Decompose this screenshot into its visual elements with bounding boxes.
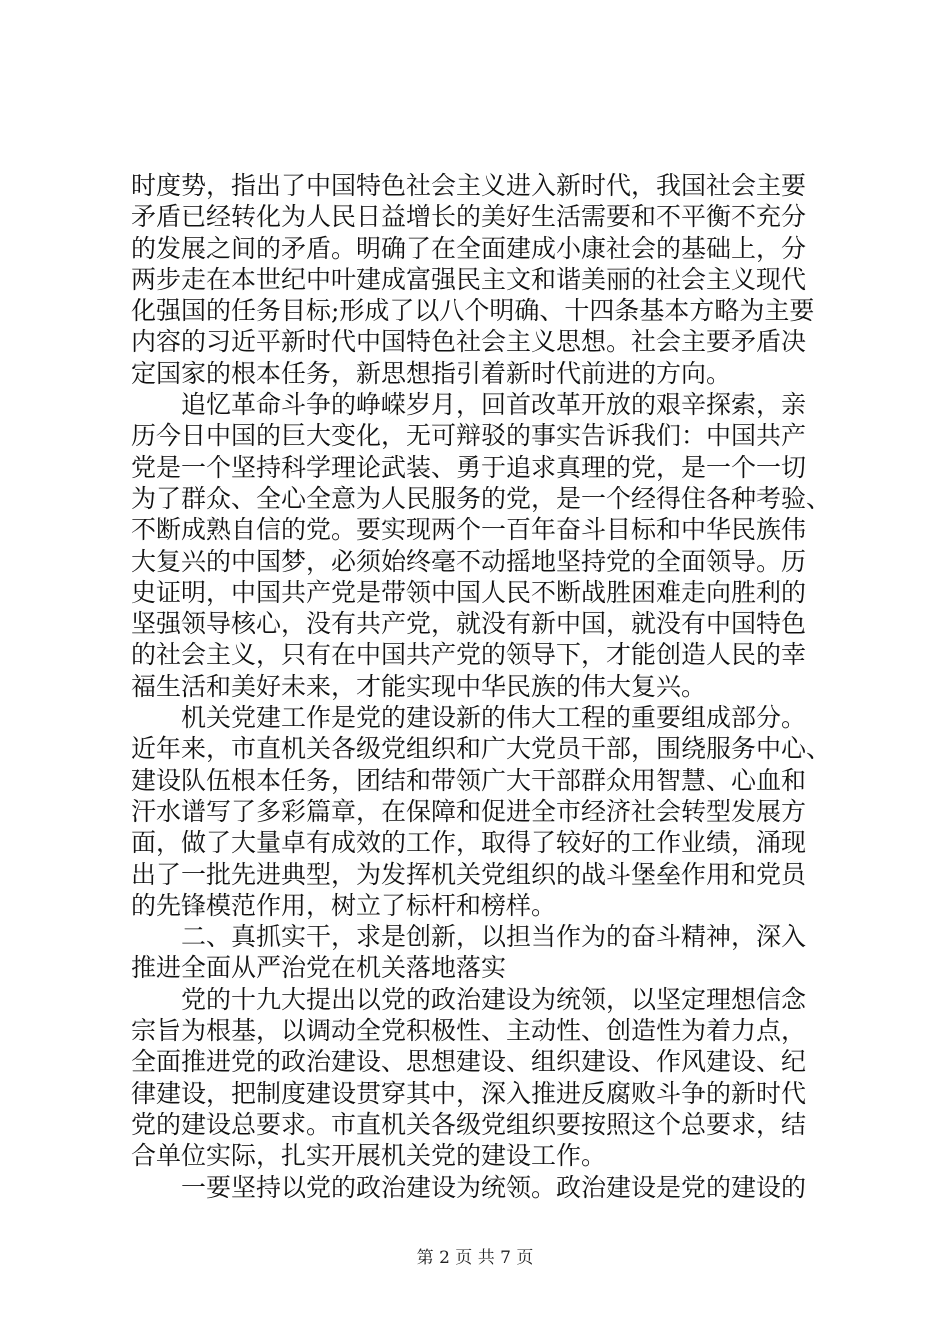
text-line: 内容的习近平新时代中国特色社会主义思想。社会主要矛盾决 <box>131 327 807 357</box>
text-line: 的先锋模范作用，树立了标杆和榜样。 <box>131 890 557 920</box>
text-line: 党的十九大提出以党的政治建设为统领，以坚定理想信念 <box>131 984 807 1014</box>
text-line: 两步走在本世纪中叶建成富强民主文和谐美丽的社会主义现代 <box>131 264 807 294</box>
text-line: 宗旨为根基，以调动全党积极性、主动性、创造性为着力点， <box>131 1016 807 1046</box>
text-line: 汗水谱写了多彩篇章，在保障和促进全市经济社会转型发展方 <box>131 796 807 826</box>
text-line: 面，做了大量卓有成效的工作，取得了较好的工作业绩，涌现 <box>131 828 807 858</box>
text-line: 福生活和美好未来，才能实现中华民族的伟大复兴。 <box>131 671 707 701</box>
text-line: 历今日中国的巨大变化，无可辩驳的事实告诉我们：中国共产 <box>131 421 807 451</box>
text-line: 近年来，市直机关各级党组织和广大党员干部，围绕服务中心、 <box>131 734 832 764</box>
text-line: 追忆革命斗争的峥嵘岁月，回首改革开放的艰辛探索，亲 <box>131 390 807 420</box>
text-line: 机关党建工作是党的建设新的伟大工程的重要组成部分。 <box>131 703 807 733</box>
text-line: 建设队伍根本任务，团结和带领广大干部群众用智慧、心血和 <box>131 765 807 795</box>
text-line: 推进全面从严治党在机关落地落实 <box>131 953 507 983</box>
text-line: 全面推进党的政治建设、思想建设、组织建设、作风建设、纪 <box>131 1047 807 1077</box>
text-line: 合单位实际，扎实开展机关党的建设工作。 <box>131 1141 607 1171</box>
text-line: 化强国的任务目标;形成了以八个明确、十四条基本方略为主要 <box>131 296 815 326</box>
text-line: 二、真抓实干，求是创新，以担当作为的奋斗精神，深入 <box>131 922 807 952</box>
text-line: 的发展之间的矛盾。明确了在全面建成小康社会的基础上，分 <box>131 233 807 263</box>
text-line: 坚强领导核心，没有共产党，就没有新中国，就没有中国特色 <box>131 609 807 639</box>
body-text <box>131 170 836 1203</box>
text-line: 律建设，把制度建设贯穿其中，深入推进反腐败斗争的新时代 <box>131 1078 807 1108</box>
text-line: 矛盾已经转化为人民日益增长的美好生活需要和不平衡不充分 <box>131 202 807 232</box>
text-line: 的社会主义，只有在中国共产党的领导下，才能创造人民的幸 <box>131 640 807 670</box>
text-line: 不断成熟自信的党。要实现两个一百年奋斗目标和中华民族伟 <box>131 515 807 545</box>
text-line: 为了群众、全心全意为人民服务的党，是一个经得住各种考验、 <box>131 483 832 513</box>
page-footer: 第 2 页 共 7 页 <box>416 1248 534 1268</box>
text-line: 一要坚持以党的政治建设为统领。政治建设是党的建设的 <box>131 1172 807 1202</box>
text-line: 时度势，指出了中国特色社会主义进入新时代，我国社会主要 <box>131 171 807 200</box>
text-line: 史证明，中国共产党是带领中国人民不断战胜困难走向胜利的 <box>131 577 807 607</box>
text-line: 党的建设总要求。市直机关各级党组织要按照这个总要求，结 <box>131 1109 807 1139</box>
text-line: 定国家的根本任务，新思想指引着新时代前进的方向。 <box>131 358 732 388</box>
text-line: 大复兴的中国梦，必须始终毫不动摇地坚持党的全面领导。历 <box>131 546 807 576</box>
text-line: 出了一批先进典型，为发挥机关党组织的战斗堡垒作用和党员 <box>131 859 807 889</box>
text-line: 党是一个坚持科学理论武装、勇于追求真理的党，是一个一切 <box>131 452 807 482</box>
